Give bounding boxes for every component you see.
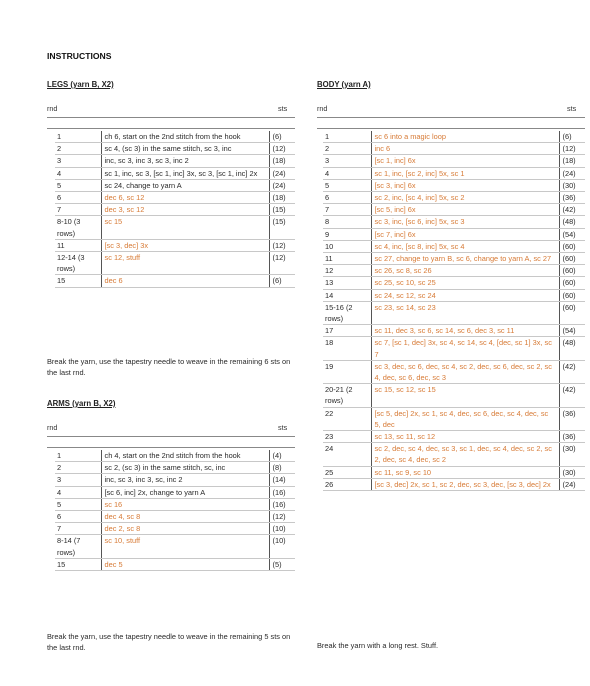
table-row: 11 sc 27, change to yarn B, sc 6, change to yarn A, sc 27 (60) — [323, 253, 585, 265]
legs-section-title: LEGS (yarn B, X2) — [47, 80, 114, 89]
arms-finish-note: Break the yarn, use the tapestry needle to weave in the remaining 5 sts on the last rnd. — [47, 632, 291, 652]
legs-sts-header: sts — [278, 104, 288, 113]
table-row: 2 sc 2, (sc 3) in the same stitch, sc, inc (8) — [55, 462, 295, 474]
table-row: 11 [sc 3, dec] 3x (12) — [55, 239, 295, 251]
table-row: 5 sc 16 (16) — [55, 498, 295, 510]
arms-rnd-header: rnd — [47, 423, 58, 432]
table-row: 9 [sc 7, inc] 6x (54) — [323, 228, 585, 240]
table-row: 24 sc 2, dec, sc 4, dec, sc 3, sc 1, dec, sc 4, dec, sc 2, sc 2, dec, sc 4, dec, sc 2 (30) — [323, 443, 585, 466]
table-row: 1 ch 6, start on the 2nd stitch from the hook (6) — [55, 131, 295, 143]
arms-section-title: ARMS (yarn B, X2) — [47, 399, 116, 408]
table-row: 4 [sc 6, inc] 2x, change to yarn A (16) — [55, 486, 295, 498]
table-row: 12 sc 26, sc 8, sc 26 (60) — [323, 265, 585, 277]
page-title: INSTRUCTIONS — [47, 51, 112, 61]
table-row: 18 sc 7, [sc 1, dec] 3x, sc 4, sc 14, sc 4, [dec, sc 1] 3x, sc 7 (48) — [323, 337, 585, 360]
table-row: 1 sc 6 into a magic loop (6) — [323, 131, 585, 143]
table-row: 3 inc, sc 3, inc 3, sc 3, inc 2 (18) — [55, 155, 295, 167]
legs-rnd-header: rnd — [47, 104, 58, 113]
body-header-rule — [317, 117, 585, 118]
table-row: 6 dec 6, sc 12 (18) — [55, 192, 295, 204]
table-row: 4 sc 1, inc, sc 3, [sc 1, inc] 3x, sc 3, [sc 1, inc] 2x (24) — [55, 167, 295, 179]
table-row: 3 inc, sc 3, inc 3, sc, inc 2 (14) — [55, 474, 295, 486]
legs-finish-note: Break the yarn, use the tapestry needle to weave in the remaining 6 sts on the last rnd. — [47, 357, 291, 377]
arms-sts-header: sts — [278, 423, 288, 432]
table-row: 25 sc 11, sc 9, sc 10 (30) — [323, 466, 585, 478]
table-row: 14 sc 24, sc 12, sc 24 (60) — [323, 289, 585, 301]
table-row: 2 inc 6 (12) — [323, 143, 585, 155]
table-row: 20-21 (2 rows) sc 15, sc 12, sc 15 (42) — [323, 384, 585, 407]
table-row: 1 ch 4, start on the 2nd stitch from the hook (4) — [55, 450, 295, 462]
table-row: 17 sc 11, dec 3, sc 6, sc 14, sc 6, dec 3, sc 11 (54) — [323, 325, 585, 337]
legs-header-rule-2 — [47, 128, 295, 129]
table-row: 19 sc 3, dec, sc 6, dec, sc 4, sc 2, dec, sc 6, dec, sc 2, sc 4, dec, sc 6, dec, sc 3 (42) — [323, 360, 585, 383]
table-row: 12-14 (3 rows) sc 12, stuff (12) — [55, 252, 295, 275]
table-row: 10 sc 4, inc, [sc 8, inc] 5x, sc 4 (60) — [323, 240, 585, 252]
body-finish-note: Break the yarn with a long rest. Stuff. — [317, 641, 439, 650]
table-row: 26 [sc 3, dec] 2x, sc 1, sc 2, dec, sc 3, dec, [sc 3, dec] 2x (24) — [323, 478, 585, 490]
table-row: 6 sc 2, inc, [sc 4, inc] 5x, sc 2 (36) — [323, 192, 585, 204]
body-rnd-header: rnd — [317, 104, 328, 113]
table-row: 3 [sc 1, inc] 6x (18) — [323, 155, 585, 167]
body-section-title: BODY (yarn A) — [317, 80, 371, 89]
table-row: 2 sc 4, (sc 3) in the same stitch, sc 3, inc (12) — [55, 143, 295, 155]
table-row: 7 [sc 5, inc] 6x (42) — [323, 204, 585, 216]
arms-header-rule — [47, 436, 295, 437]
table-row: 7 dec 3, sc 12 (15) — [55, 204, 295, 216]
table-row: 5 sc 24, change to yarn A (24) — [55, 179, 295, 191]
table-row: 8-14 (7 rows) sc 10, stuff (10) — [55, 535, 295, 558]
legs-header-rule — [47, 117, 295, 118]
table-row: 5 [sc 3, inc] 6x (30) — [323, 179, 585, 191]
table-row: 15-16 (2 rows) sc 23, sc 14, sc 23 (60) — [323, 301, 585, 324]
table-row: 8 sc 3, inc, [sc 6, inc] 5x, sc 3 (48) — [323, 216, 585, 228]
table-row: 22 [sc 5, dec] 2x, sc 1, sc 4, dec, sc 6, dec, sc 4, dec, sc 5, dec (36) — [323, 407, 585, 430]
body-table — [323, 131, 585, 491]
table-row: 4 sc 1, inc, [sc 2, inc] 5x, sc 1 (24) — [323, 167, 585, 179]
table-row: 23 sc 13, sc 11, sc 12 (36) — [323, 431, 585, 443]
legs-table — [55, 131, 295, 288]
body-sts-header: sts — [567, 104, 577, 113]
table-row: 7 dec 2, sc 8 (10) — [55, 523, 295, 535]
table-row: 6 dec 4, sc 8 (12) — [55, 511, 295, 523]
arms-header-rule-2 — [47, 447, 295, 448]
table-row: 15 dec 6 (6) — [55, 275, 295, 287]
body-header-rule-2 — [317, 128, 585, 129]
table-row: 13 sc 25, sc 10, sc 25 (60) — [323, 277, 585, 289]
table-row: 15 dec 5 (5) — [55, 558, 295, 570]
arms-table — [55, 450, 295, 571]
table-row: 8-10 (3 rows) sc 15 (15) — [55, 216, 295, 239]
